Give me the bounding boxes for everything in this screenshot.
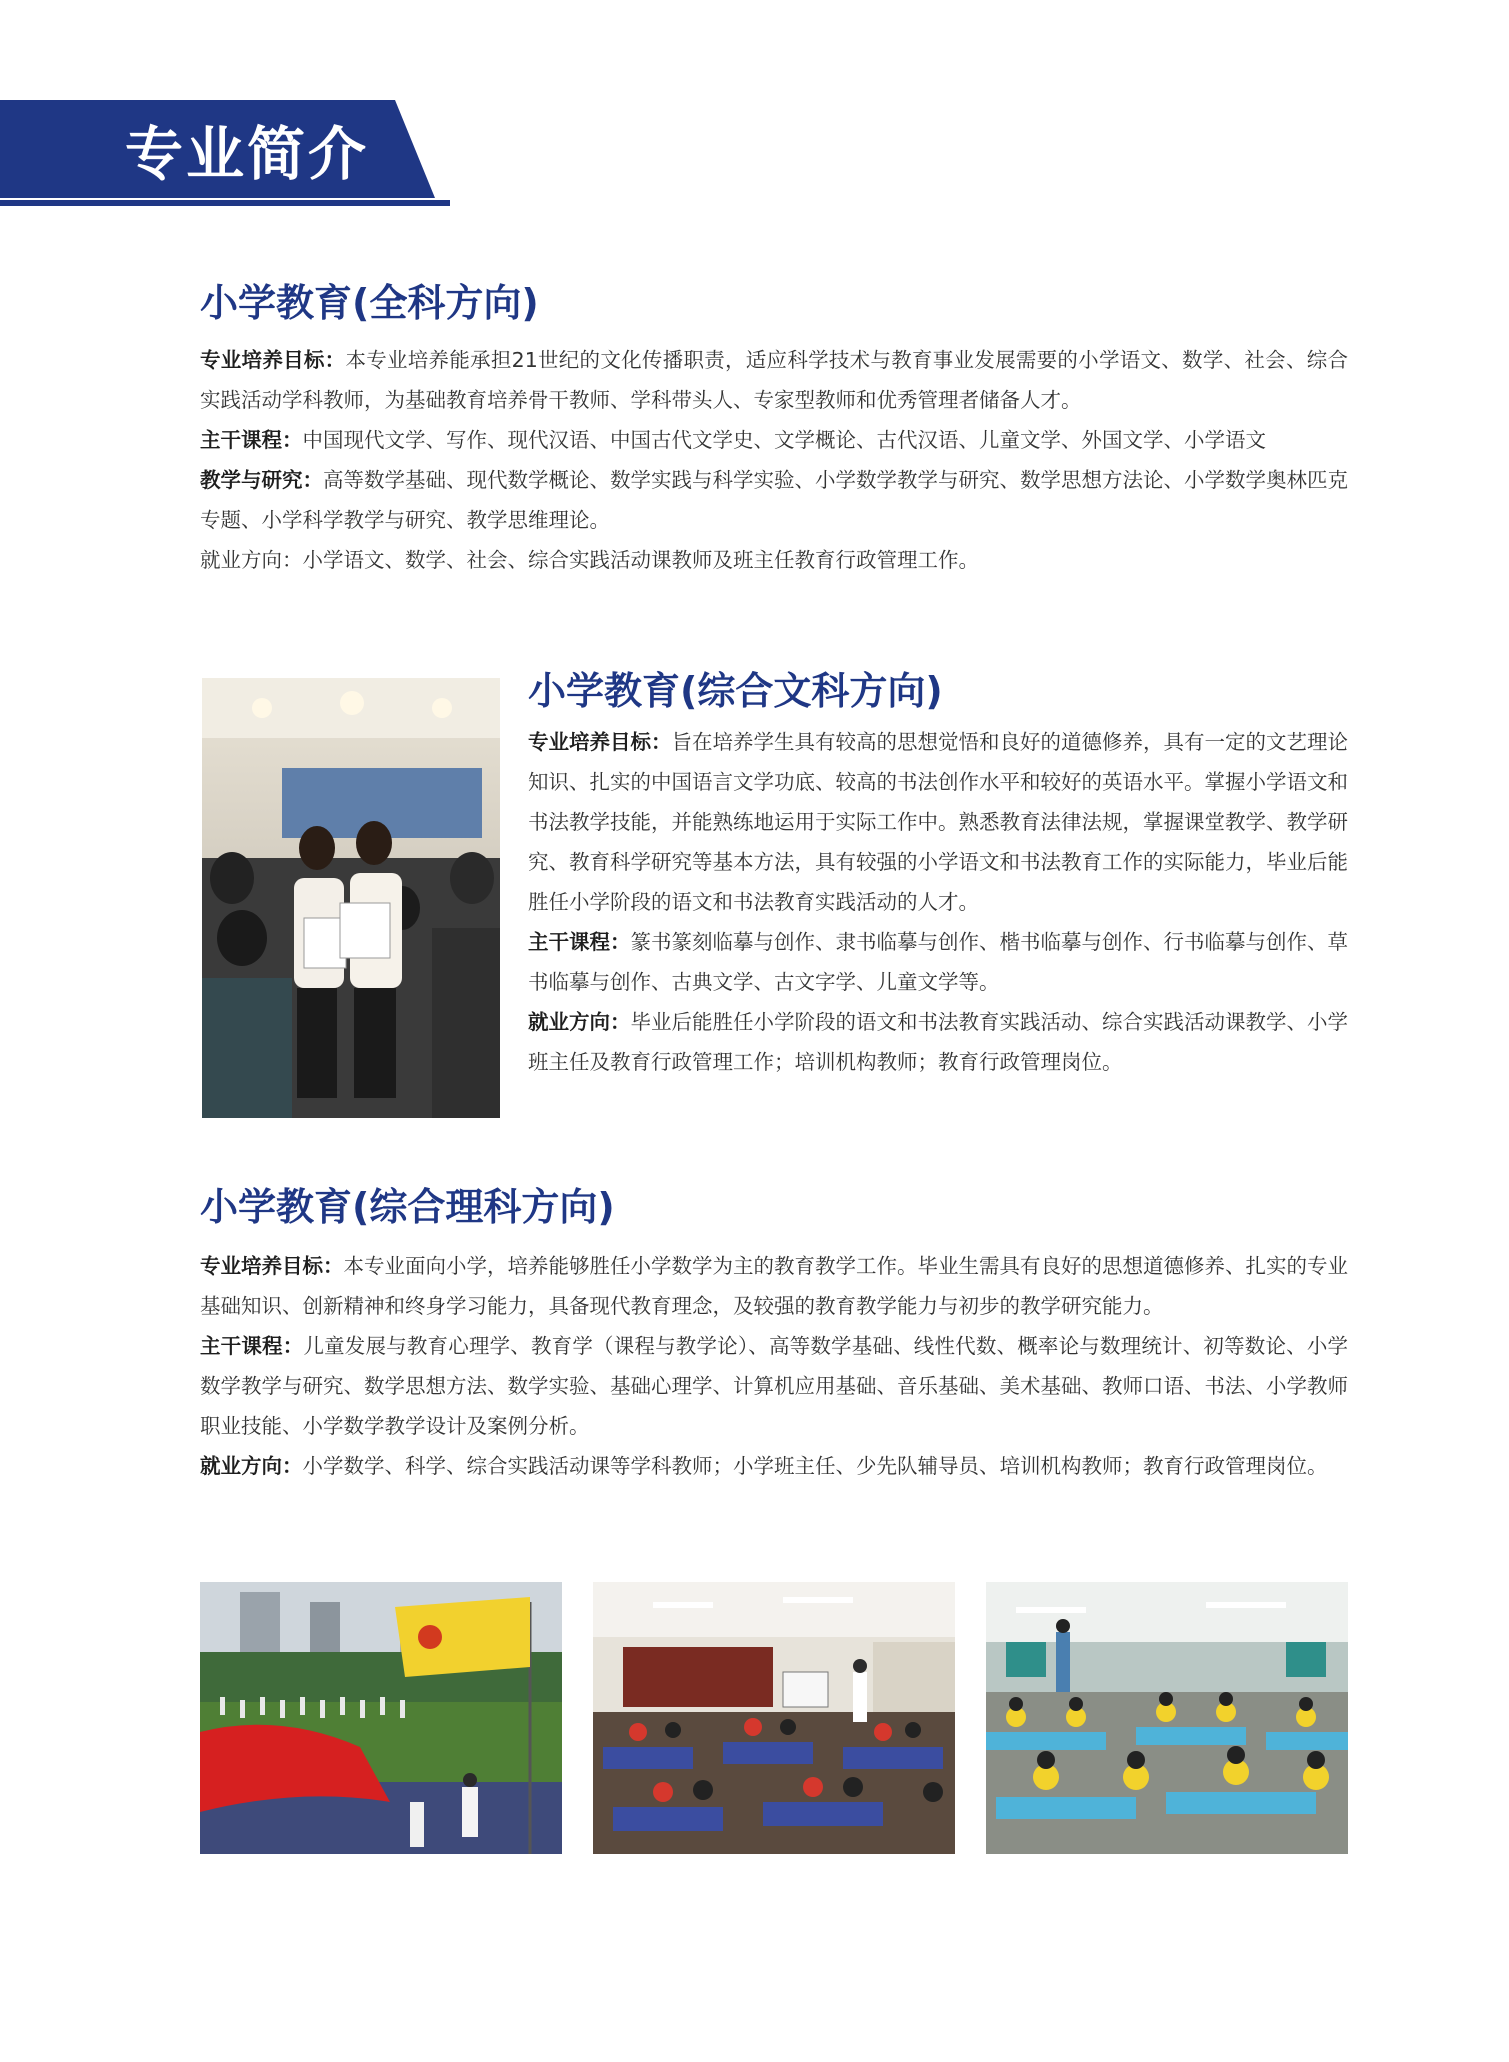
goal-label: 专业培养目标： (200, 348, 346, 372)
career-paragraph (528, 1002, 1348, 1082)
page-title: 专业简介 (125, 120, 370, 188)
section-body-science (200, 1246, 1348, 1486)
courses-label: 主干课程： (528, 930, 631, 954)
goal-text: 本专业面向小学，培养能够胜任小学数学为主的教育教学工作。毕业生需具有良好的思想道德修养、扎实的专业基础知识、创新精神和终身学习能力，具备现代教育理念，及较强的教育教学能力与初步的教学研究能力。 (200, 1254, 1348, 1318)
research-label: 教学与研究： (200, 468, 323, 492)
classroom-lecture-photo (593, 1582, 955, 1854)
section-title-all-subjects: 小学教育(全科方向) (200, 281, 539, 325)
section-body-arts (528, 722, 1348, 1082)
goal-paragraph (528, 722, 1348, 922)
career-label: 就业方向： (200, 1454, 303, 1478)
goal-paragraph (200, 1246, 1348, 1326)
goal-text: 本专业培养能承担21世纪的文化传播职责，适应科学技术与教育事业发展需要的小学语文、数学、社会、综合实践活动学科教师，为基础教育培养骨干教师、学科带头人、专家型教师和优秀管理者储备人才。 (200, 348, 1348, 412)
goal-label: 专业培养目标： (528, 730, 672, 754)
courses-text: 篆书篆刻临摹与创作、隶书临摹与创作、楷书临摹与创作、行书临摹与创作、草书临摹与创作、古典文学、古文字学、儿童文学等。 (528, 930, 1348, 994)
courses-label: 主干课程： (200, 428, 303, 452)
section-title-arts: 小学教育(综合文科方向) (528, 669, 943, 713)
section-title-science: 小学教育(综合理科方向) (200, 1185, 615, 1229)
career-paragraph (200, 1446, 1348, 1486)
career-paragraph: 就业方向：小学语文、数学、社会、综合实践活动课教师及班主任教育行政管理工作。 (200, 548, 979, 572)
courses-paragraph (528, 922, 1348, 1002)
courses-text: 儿童发展与教育心理学、教育学（课程与教学论）、高等数学基础、线性代数、概率论与数理统计、初等数论、小学数学教学与研究、数学思想方法、数学实验、基础心理学、计算机应用基础、音乐基础、美术基础、教师口语、书法、小学教师职业技能、小学数学教学设计及案例分析。 (200, 1334, 1349, 1438)
courses-text: 中国现代文学、写作、现代汉语、中国古代文学史、文学概论、古代汉语、儿童文学、外国文学、小学语文 (302, 428, 1266, 452)
goal-text: 旨在培养学生具有较高的思想觉悟和良好的道德修养，具有一定的文艺理论知识、扎实的中国语言文学功底、较高的书法创作水平和较好的英语水平。掌握小学语文和书法教学技能，并能熟练地运用于实际工作中。熟悉教育法律法规，掌握课堂教学、教学研究、教育科学研究等基本方法，具有较强的小学语文和书法教育工作的实际能力，毕业后能胜任小学阶段的语文和书法教育实践活动的人才。 (528, 730, 1348, 914)
research-paragraph (200, 460, 1348, 540)
research-text: 高等数学基础、现代数学概论、数学实践与科学实验、小学数学教学与研究、数学思想方法论、小学数学奥林匹克专题、小学科学教学与研究、教学思维理论。 (200, 468, 1348, 532)
classroom-hands-up-photo (986, 1582, 1348, 1854)
header-banner (0, 100, 450, 210)
goal-label: 专业培养目标： (200, 1254, 344, 1278)
conference-photo (202, 678, 500, 1118)
career-text: 小学数学、科学、综合实践活动课等学科教师；小学班主任、少先队辅导员、培训机构教师；教育行政管理岗位。 (302, 1454, 1328, 1478)
courses-label: 主干课程： (200, 1334, 304, 1358)
section-body-all-subjects (200, 340, 1348, 580)
goal-paragraph (200, 340, 1348, 420)
career-label: 就业方向： (528, 1010, 631, 1034)
courses-paragraph (200, 420, 1348, 460)
courses-paragraph (200, 1326, 1348, 1446)
flag-ceremony-photo (200, 1582, 562, 1854)
career-text: 毕业后能胜任小学阶段的语文和书法教育实践活动、综合实践活动课教学、小学班主任及教育行政管理工作；培训机构教师；教育行政管理岗位。 (528, 1010, 1348, 1074)
